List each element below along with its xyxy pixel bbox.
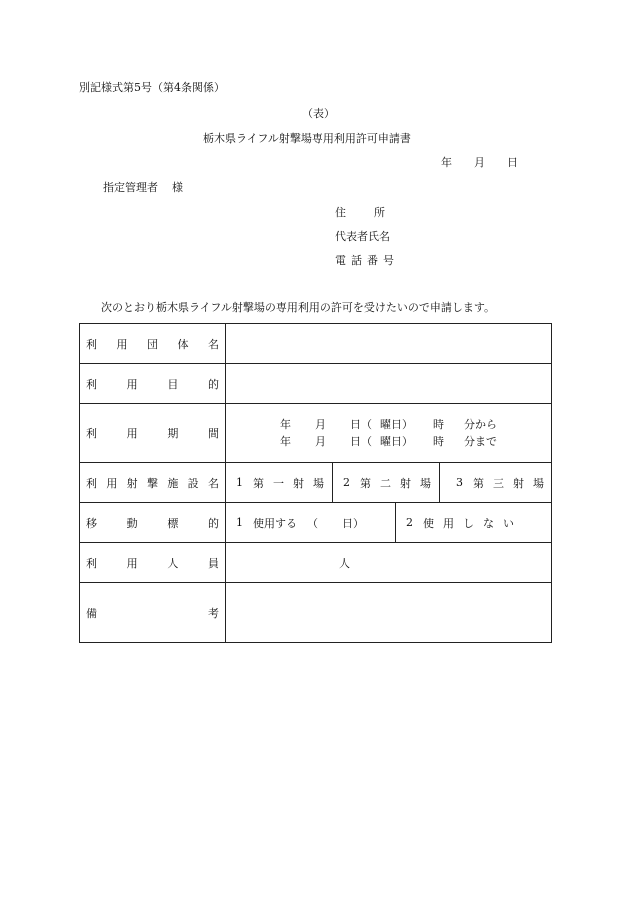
table-row-facility bbox=[80, 463, 552, 503]
purpose-field[interactable] bbox=[226, 364, 552, 404]
addressee-honorific: 様 bbox=[172, 181, 183, 194]
label-char: 施 bbox=[167, 476, 179, 490]
table-row-period bbox=[80, 404, 552, 463]
label-char: 用 bbox=[126, 427, 138, 440]
remarks-field[interactable] bbox=[226, 583, 552, 643]
label-char: 利 bbox=[86, 556, 97, 570]
addressee-name: 指定管理者 bbox=[103, 181, 158, 194]
option-number: 2 bbox=[343, 476, 350, 489]
label-char: 団 bbox=[147, 337, 158, 351]
addressee bbox=[103, 182, 183, 193]
side-label: （表） bbox=[302, 107, 335, 120]
label-char: 用 bbox=[126, 377, 138, 391]
facility-option-2[interactable] bbox=[333, 463, 440, 502]
remarks-label bbox=[80, 583, 226, 643]
applicant-address-label: 住所 bbox=[335, 206, 413, 219]
moving-target-label bbox=[80, 503, 226, 543]
period-token: 曜日） bbox=[380, 418, 413, 431]
label-char: 名 bbox=[208, 337, 219, 351]
label-char: 用 bbox=[126, 556, 138, 570]
days-paren-open: （ bbox=[307, 516, 318, 530]
spread-label bbox=[86, 515, 219, 531]
table-row-persons bbox=[80, 543, 552, 583]
period-token: 日（ bbox=[350, 435, 372, 448]
table-row-moving-target bbox=[80, 503, 552, 543]
label-char: 的 bbox=[207, 377, 219, 391]
period-token: 年 bbox=[280, 435, 291, 448]
period-to-line bbox=[226, 433, 551, 450]
group-name-label bbox=[80, 324, 226, 364]
label-char: 利 bbox=[86, 377, 97, 391]
label-char: 間 bbox=[207, 427, 219, 440]
days-unit: 日） bbox=[342, 516, 364, 530]
form-title: 栃木県ライフル射撃場専用利用許可申請書 bbox=[203, 132, 411, 145]
label-char: 名 bbox=[207, 476, 219, 490]
option-text: 使用する bbox=[253, 516, 297, 530]
option-number: 3 bbox=[456, 476, 463, 489]
label-char: 用 bbox=[106, 476, 118, 490]
period-token: 月 bbox=[315, 418, 326, 431]
option-text: 第一射場 bbox=[253, 476, 333, 490]
label-char: 射 bbox=[126, 476, 138, 490]
label-char: 員 bbox=[207, 556, 219, 570]
label-char: 考 bbox=[208, 606, 219, 620]
label-char: 人 bbox=[167, 556, 179, 570]
period-token: 分から bbox=[464, 418, 497, 431]
option-text: 第三射場 bbox=[473, 476, 553, 490]
label-char: 撃 bbox=[146, 476, 158, 490]
application-statement: 次のとおり栃木県ライフル射撃場の専用利用の許可を受けたいので申請します。 bbox=[101, 301, 496, 314]
moving-target-nouse-option[interactable] bbox=[396, 503, 551, 542]
facility-option-1[interactable] bbox=[226, 463, 333, 502]
date-day: 日 bbox=[507, 156, 518, 169]
option-number: 1 bbox=[236, 476, 243, 489]
persons-unit: 人 bbox=[339, 556, 350, 570]
persons-label bbox=[80, 543, 226, 583]
table-row-purpose bbox=[80, 364, 552, 404]
table-row-group-name bbox=[80, 324, 552, 364]
label-char: 備 bbox=[86, 606, 97, 620]
persons-field[interactable] bbox=[226, 543, 552, 583]
period-token: 時 bbox=[433, 435, 444, 448]
date-month: 月 bbox=[474, 156, 485, 169]
option-text: 使用しない bbox=[423, 516, 523, 530]
label-char: 利 bbox=[86, 476, 97, 490]
spread-label bbox=[86, 555, 219, 571]
option-number: 2 bbox=[406, 516, 413, 529]
period-field[interactable] bbox=[226, 404, 552, 463]
spread-label bbox=[86, 336, 219, 352]
application-form-table bbox=[79, 323, 552, 643]
moving-target-field bbox=[226, 503, 552, 543]
applicant-phone-label: 電話番号 bbox=[335, 254, 399, 267]
label-char: 期 bbox=[167, 427, 179, 440]
spread-label bbox=[86, 605, 219, 621]
label-char: 標 bbox=[167, 516, 179, 530]
period-label bbox=[80, 404, 226, 463]
facility-field bbox=[226, 463, 552, 503]
period-token: 時 bbox=[433, 418, 444, 431]
label-char: 利 bbox=[86, 337, 97, 351]
spread-label bbox=[86, 425, 219, 441]
label-char: 利 bbox=[86, 427, 97, 440]
period-from-line bbox=[226, 416, 551, 433]
facility-label bbox=[80, 463, 226, 503]
label-char: 動 bbox=[126, 516, 138, 530]
label-char: 移 bbox=[86, 516, 97, 530]
period-token: 曜日） bbox=[380, 435, 413, 448]
applicant-representative-label: 代表者氏名 bbox=[335, 230, 390, 243]
group-name-field[interactable] bbox=[226, 324, 552, 364]
label-char: 用 bbox=[116, 337, 128, 351]
label-char: 体 bbox=[177, 337, 189, 351]
label-char: 設 bbox=[187, 476, 199, 490]
option-text: 第二射場 bbox=[360, 476, 440, 490]
form-number: 別記様式第5号（第4条関係） bbox=[79, 81, 225, 94]
label-char: 目 bbox=[167, 377, 179, 391]
spread-label bbox=[86, 475, 219, 491]
moving-target-use-option[interactable] bbox=[226, 503, 396, 542]
period-token: 分まで bbox=[464, 435, 497, 448]
period-token: 日（ bbox=[350, 418, 372, 431]
date-year: 年 bbox=[441, 156, 452, 169]
table-row-remarks bbox=[80, 583, 552, 643]
period-token: 月 bbox=[315, 435, 326, 448]
label-char: 的 bbox=[207, 516, 219, 530]
period-token: 年 bbox=[280, 418, 291, 431]
purpose-label bbox=[80, 364, 226, 404]
spread-label bbox=[86, 376, 219, 392]
date-line bbox=[441, 157, 518, 168]
facility-option-3[interactable] bbox=[440, 463, 553, 502]
option-number: 1 bbox=[236, 516, 243, 529]
